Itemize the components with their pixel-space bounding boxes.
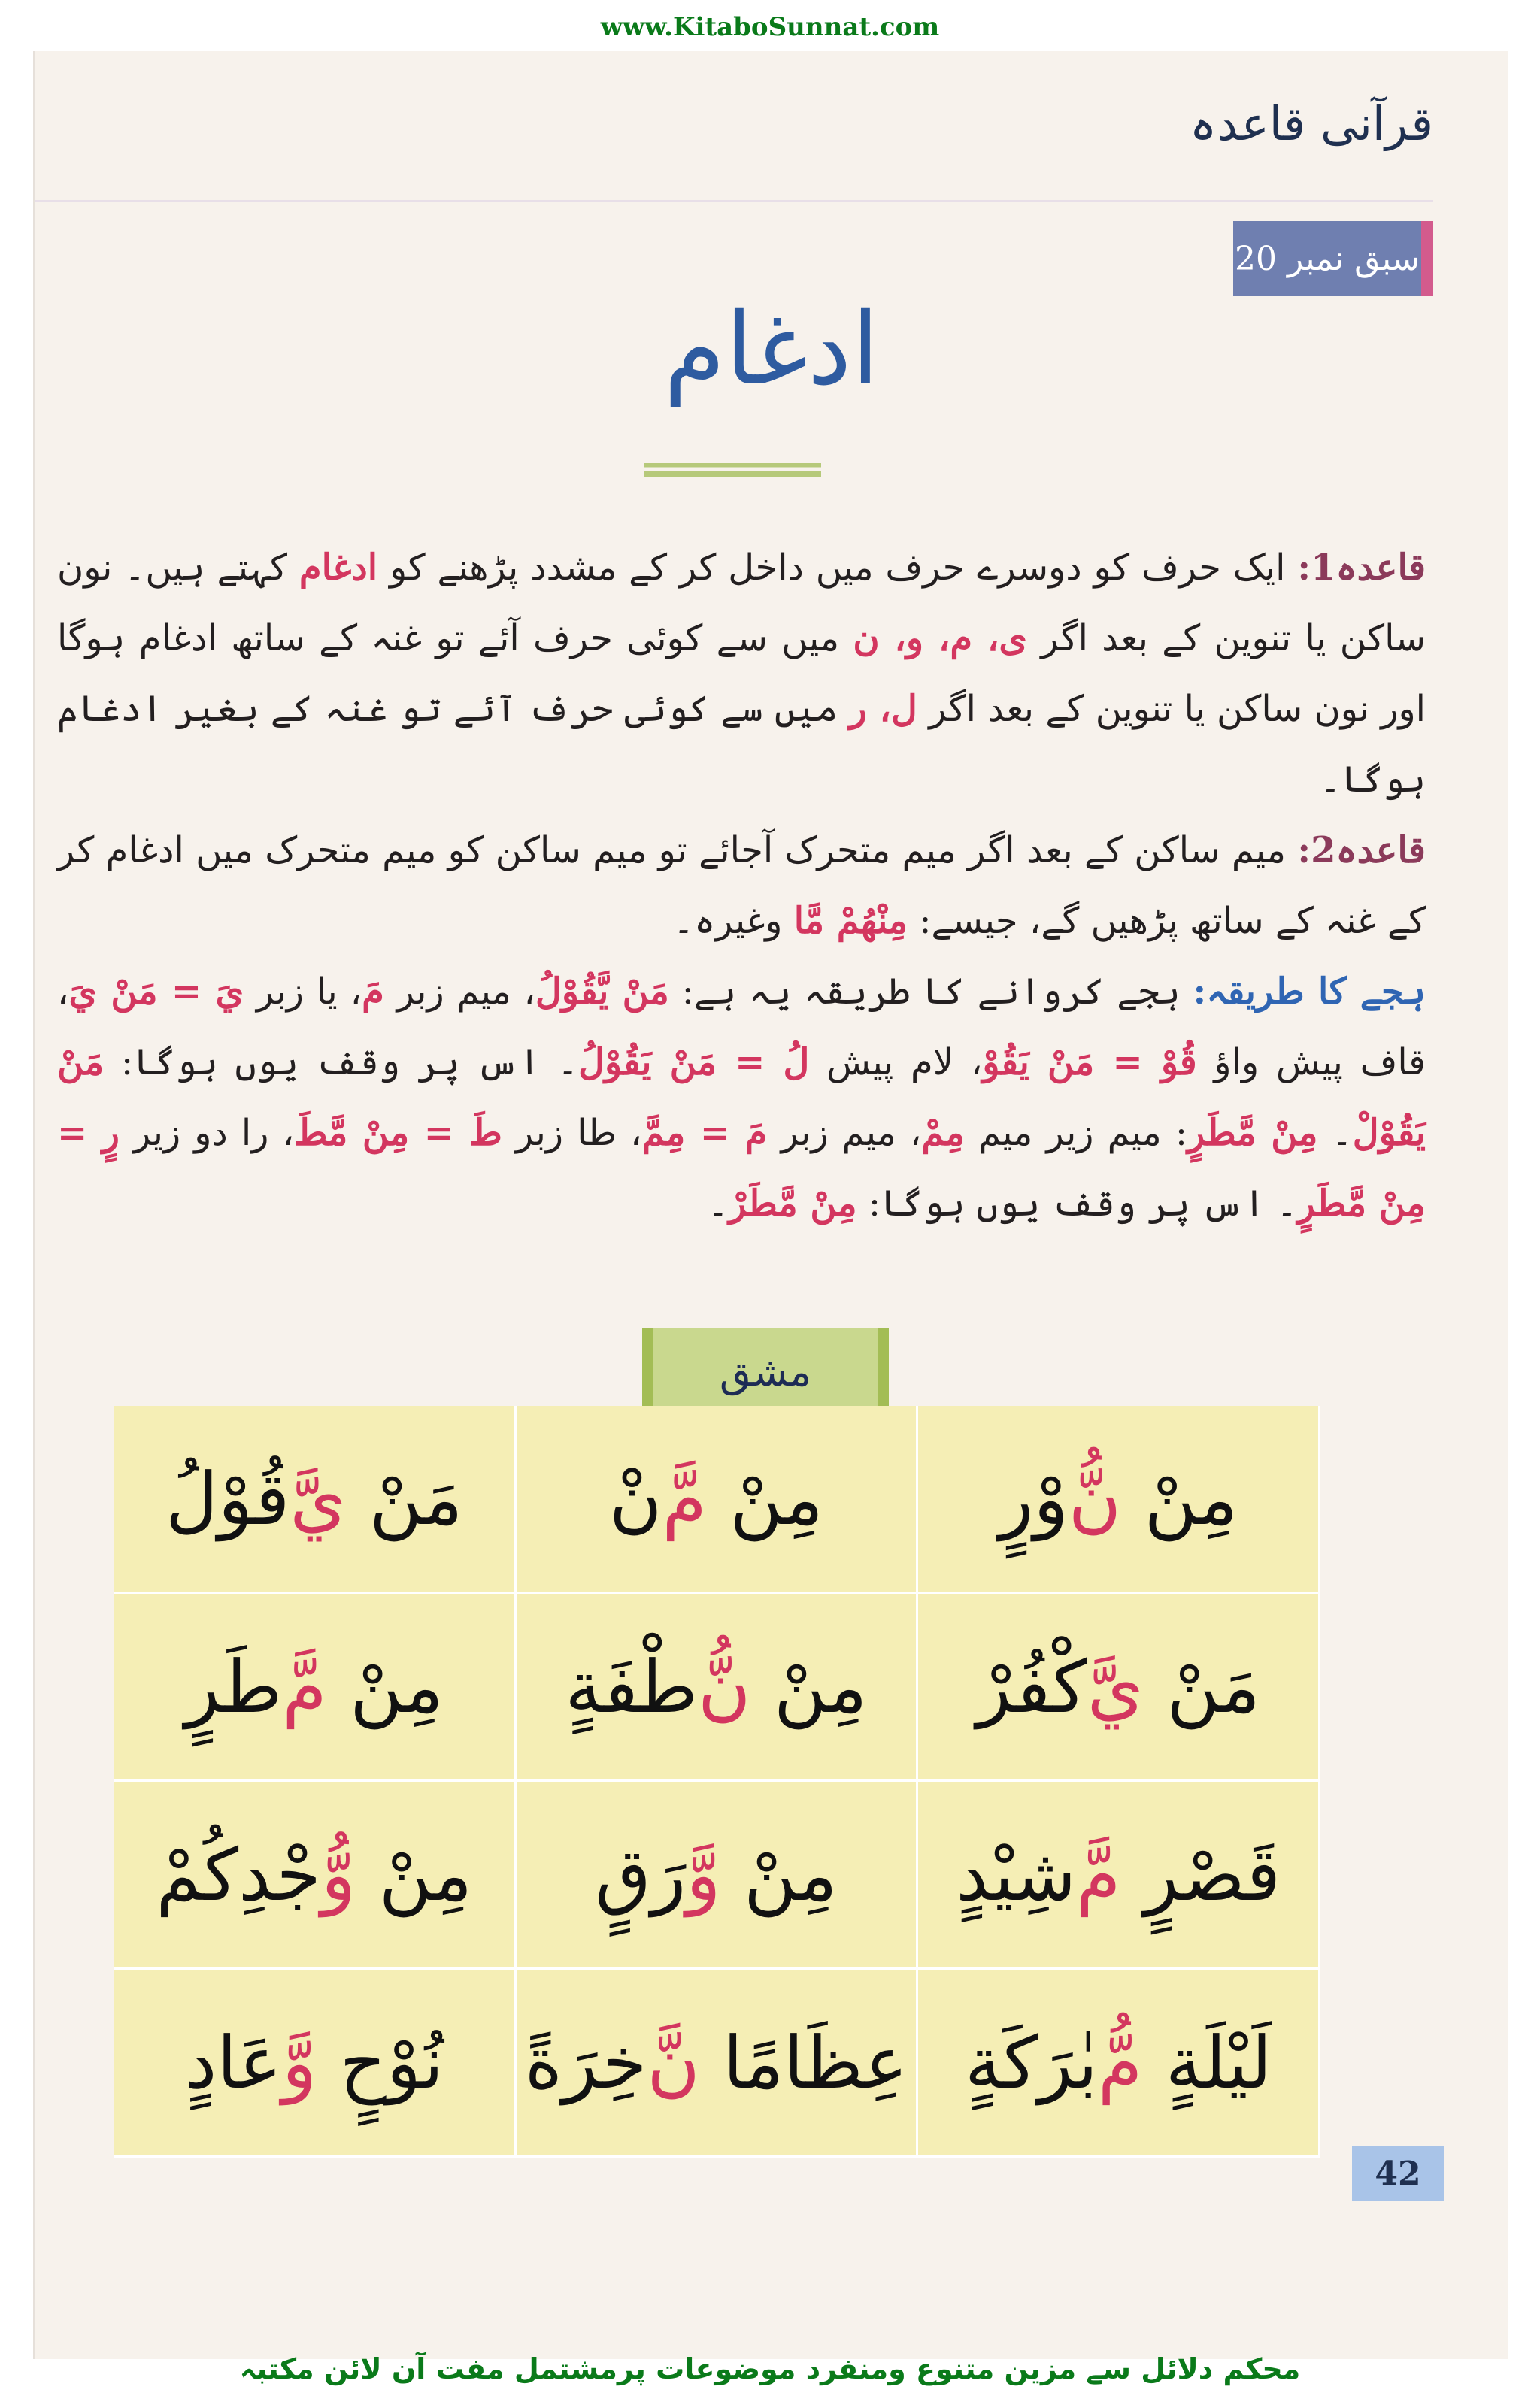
word-part-highlight: مَّ: [662, 1456, 707, 1541]
rule-1-text-d: میں سے کوئی حرف آئے تو غنہ کے بغیر ادغام ہوگا۔: [57, 688, 1426, 801]
word-part: جْدِكُمْ: [156, 1832, 321, 1917]
method-e1: مَنْ يَّقُوْلُ: [535, 971, 669, 1013]
page-number-text: 42: [1375, 2154, 1421, 2193]
word-part: خِرَةً: [524, 2020, 647, 2105]
word-part-highlight: نُّ: [1068, 1456, 1122, 1541]
method-e8: مِمْ: [921, 1112, 966, 1154]
grid-cell: [918, 1782, 1320, 1970]
grid-cell: [517, 1406, 919, 1594]
method-e5: لُ = مَنْ يَقُوْلُ: [578, 1041, 810, 1083]
word-part-highlight: نُّ: [697, 1644, 751, 1729]
word-part: رَقٍ: [595, 1832, 687, 1917]
method-s6: ۔ اس پر وقف یوں ہوگا:: [121, 1041, 579, 1083]
method-s12: ۔ اس پر وقف یوں ہوگا:: [868, 1183, 1298, 1225]
rule-2: [57, 815, 1426, 956]
method-s4: ، قاف پیش واؤ: [57, 971, 1426, 1083]
word-part: مِنْ: [729, 1456, 823, 1541]
word-part: بٰرَكَةٍ: [965, 2020, 1098, 2105]
rule-1: [57, 532, 1426, 815]
method-s11: ، را دو زیر: [133, 1112, 295, 1154]
word-part-highlight: يَّ: [290, 1456, 347, 1541]
site-url[interactable]: www.KitaboSunnat.com: [600, 12, 940, 42]
word-part-highlight: يَّ: [1087, 1644, 1144, 1729]
lesson-number-badge: [1233, 221, 1433, 296]
word-part: قَصْرٍ: [1143, 1832, 1281, 1917]
grid-cell: [114, 1406, 517, 1594]
method-e2: مَ: [362, 971, 384, 1013]
grid-cell: [918, 1970, 1320, 2158]
page-number: [1352, 2146, 1444, 2201]
word-part: طَرٍ: [184, 1644, 283, 1729]
page-title: ادغام: [663, 292, 880, 407]
method-e10: طَ = مِنْ مَّطَ: [294, 1112, 502, 1154]
method-s8: : میم زیر میم: [978, 1112, 1188, 1154]
word-part: لَيْلَةٍ: [1165, 2020, 1272, 2105]
grid-cell: [517, 1594, 919, 1782]
word-part: مِنْ: [378, 1832, 473, 1917]
practice-grid: [114, 1406, 1320, 2158]
method-label: ہجے کا طریقہ:: [1193, 971, 1426, 1013]
word-part: مِنْ: [350, 1644, 444, 1729]
practice-label: مشق: [719, 1347, 812, 1395]
rule-2-text-b: وغیرہ۔: [672, 900, 783, 942]
word-part-highlight: وَّ: [281, 2020, 317, 2105]
grid-cell: [114, 1594, 517, 1782]
header-divider: [35, 200, 1433, 202]
book-title: قرآنی قاعدہ: [1189, 96, 1433, 151]
rule-1-text-b: کہتے ہیں۔ نون ساکن یا تنوین کے بعد اگر: [57, 547, 1426, 659]
rule-2-text-a: میم ساکن کے بعد اگر میم متحرک آجائے تو میم ساکن کو میم متحرک میں ادغام کر کے غنہ کے ساتھ پڑھیں گے، جیسے:: [57, 829, 1426, 942]
method-e11: رٍ = مِنْ مَّطَرٍ: [57, 1112, 1426, 1225]
method-e6: مَنْ يَقُوْلْ: [57, 1041, 1426, 1154]
word-part: مِنْ: [773, 1644, 868, 1729]
rules-text: [57, 532, 1426, 1239]
rule-1-letters-1: ی، م، و، ن: [853, 617, 1027, 659]
rule-1-label: قاعدہ1:: [1297, 547, 1426, 589]
word-part: عَادٍ: [184, 2020, 282, 2105]
rule-2-label: قاعدہ2:: [1297, 829, 1426, 871]
word-part: كْفُرْ: [976, 1644, 1087, 1729]
word-part: مَنْ: [369, 1456, 463, 1541]
method-s3: ، یا زبر: [256, 971, 362, 1013]
lesson-label: سبق نمبر 20: [1234, 239, 1420, 278]
word-part-highlight: وَّ: [686, 1832, 721, 1917]
word-part-highlight: وُّ: [320, 1832, 356, 1917]
word-part: مِنْ: [1144, 1456, 1238, 1541]
word-part: قُوْلُ: [165, 1456, 290, 1541]
method-s5: ، لام پیش: [826, 1041, 983, 1083]
method-s2: ، میم زبر: [396, 971, 536, 1013]
method-e3: يَ = مَنْ يَ: [68, 971, 244, 1013]
word-part: وْرٍ: [999, 1456, 1069, 1541]
word-part: مِنْ: [744, 1832, 838, 1917]
word-part-highlight: نَّ: [647, 2020, 700, 2105]
method-s9: ، میم زبر: [781, 1112, 922, 1154]
title-underline: [644, 463, 821, 477]
word-part: طْفَةٍ: [565, 1644, 698, 1729]
grid-cell: [517, 1782, 919, 1970]
method-s13: ۔: [707, 1183, 729, 1225]
word-part: شِيْدٍ: [956, 1832, 1077, 1917]
word-part: نُوْحٍ: [339, 2020, 444, 2105]
footer-text: محکم دلائل سے مزین متنوع ومنفرد موضوعات پرمشتمل مفت آن لائن مکتبہ: [239, 2352, 1301, 2385]
word-part-highlight: مَّ: [282, 1644, 327, 1729]
word-part: مَنْ: [1166, 1644, 1260, 1729]
grid-cell: [114, 1970, 517, 2158]
word-part-highlight: مَّ: [1076, 1832, 1121, 1917]
grid-cell: [517, 1970, 919, 2158]
method-s1: ہجے کروانے کا طریقہ یہ ہے:: [681, 971, 1181, 1013]
word-part: عِظَامًا: [723, 2020, 908, 2105]
word-part: نْ: [609, 1456, 662, 1541]
rule-1-term: ادغام: [299, 547, 378, 589]
rule-1-letters-2: ل، ر: [849, 688, 917, 730]
method-e9: مَ = مِمَّ: [641, 1112, 768, 1154]
grid-cell: [114, 1782, 517, 1970]
practice-heading: [642, 1328, 889, 1415]
method-e7: مِنْ مَّطَرٍ: [1187, 1112, 1318, 1154]
rule-1-text-c: میں سے کوئی حرف آئے تو غنہ کے ساتھ ادغام ہوگا اور نون ساکن یا تنوین کے بعد اگر: [57, 617, 1426, 730]
rule-1-text-a: ایک حرف کو دوسرے حرف میں داخل کر کے مشدد پڑھنے کو: [389, 547, 1286, 589]
method-s10: ، طا زبر: [516, 1112, 642, 1154]
method-e12: مِنْ مَّطَرْ: [729, 1183, 857, 1225]
method-s7: ۔: [1331, 1112, 1353, 1154]
method-e4: قُوْ = مَنْ يَقُوْ: [982, 1041, 1197, 1083]
grid-cell: [918, 1594, 1320, 1782]
spelling-method: [57, 956, 1426, 1239]
rule-2-example: مِنْهُمْ مَّا: [793, 900, 908, 942]
grid-cell: [918, 1406, 1320, 1594]
word-part-highlight: مُّ: [1097, 2020, 1143, 2105]
